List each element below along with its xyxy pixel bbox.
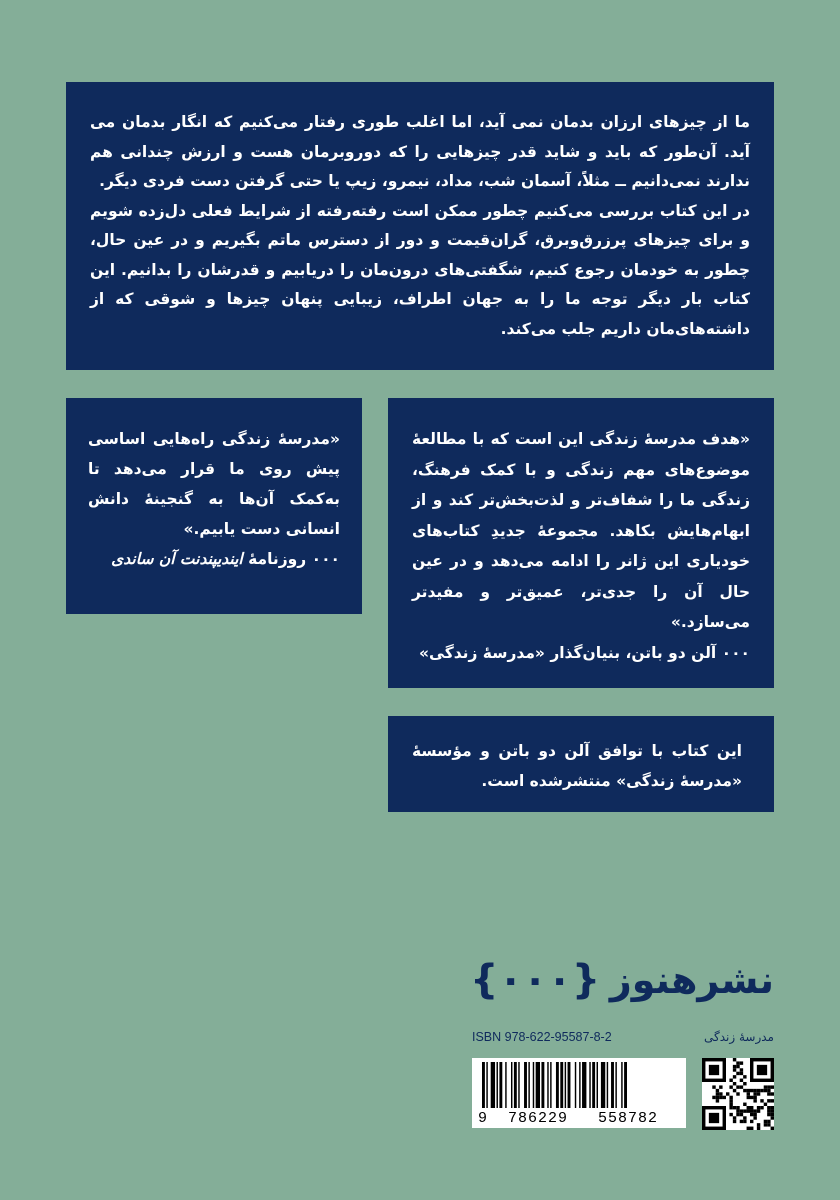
qr-code [702, 1058, 774, 1130]
quote-botton-attribution: ۰۰۰ آلن دو باتن، بنیان‌گذار «مدرسهٔ زندگی» [419, 643, 750, 662]
description-paragraph-1: ما از چیزهای ارزان بدمان نمی آید، اما اغلب طوری رفتار می‌کنیم که انگار بدمان می آید. آن‌طور که باید و شاید قدر چیزهایی را که دوروبرمان هست و ارزش چندانی هم ندارند نمی‌دانیم ــ مثلاً، آسمان شب، مداد، نیمرو، زیپ یا حتی گرفتن دست فردی دیگر. [90, 113, 750, 190]
isbn-row [472, 1030, 774, 1050]
publisher-logo [470, 952, 774, 1012]
quote-botton-text: «هدف مدرسهٔ زندگی این است که با مطالعهٔ موضوع‌های مهم زندگی و با کمک فرهنگ، زندگی ما را شفاف‌تر و لذت‌بخش‌تر کند و از ابهام‌هایش بکاهد. مجموعهٔ جدیدِ کتاب‌های خودیاری این ژانر را ادامه می‌دهد و در عین حال آن را جدی‌تر، عمیق‌تر و مفیدتر می‌سازد.» [412, 430, 750, 631]
barcode-bars [480, 1062, 678, 1108]
publisher-mark: {۰۰۰} [470, 957, 601, 1003]
attribution-source: ایندیپندنت آن ساندی [111, 550, 243, 568]
barcode-digits: 9 786229 558782 [478, 1110, 659, 1127]
quote-independent-attribution [88, 544, 340, 574]
barcode [472, 1058, 686, 1128]
publication-notice-text: این کتاب با توافق آلن دو باتن و مؤسسهٔ «مدرسهٔ زندگی» منتشرشده است. [412, 742, 742, 790]
qr-code-pattern [702, 1058, 774, 1130]
attribution-prefix: ۰۰۰ روزنامهٔ [242, 550, 340, 568]
description-box [66, 82, 774, 370]
publisher-name: نشرهنوز [609, 958, 774, 1002]
imprint-name: مدرسهٔ زندگی [704, 1030, 774, 1044]
publication-notice [388, 716, 774, 812]
quote-alain-de-botton [388, 398, 774, 688]
isbn-text: ISBN 978-622-95587-8-2 [472, 1030, 612, 1044]
description-paragraph-2: در این کتاب بررسی می‌کنیم چطور ممکن است رفته‌رفته از شرایط فعلی دل‌زده شویم و برای چیزهای پرزرق‌وبرق، گران‌قیمت و دور از دسترس ماتم بگیریم و در عین حال، چطور به خودمان رجوع کنیم، شگفتی‌های درون‌مان را دریابیم و قدرشان را بدانیم. این کتاب بار دیگر توجه ما را به جهان اطراف، زیبایی پنهان چیزها و شوقی که از داشته‌های‌مان داریم جلب می‌کند. [90, 201, 750, 338]
quote-independent-text: «مدرسهٔ زندگی راه‌هایی اساسی پیش روی ما قرار می‌دهد تا به‌کمک آن‌ها به گنجینهٔ دانش انسانی دست یابیم.» [88, 430, 340, 538]
quote-independent [66, 398, 362, 614]
